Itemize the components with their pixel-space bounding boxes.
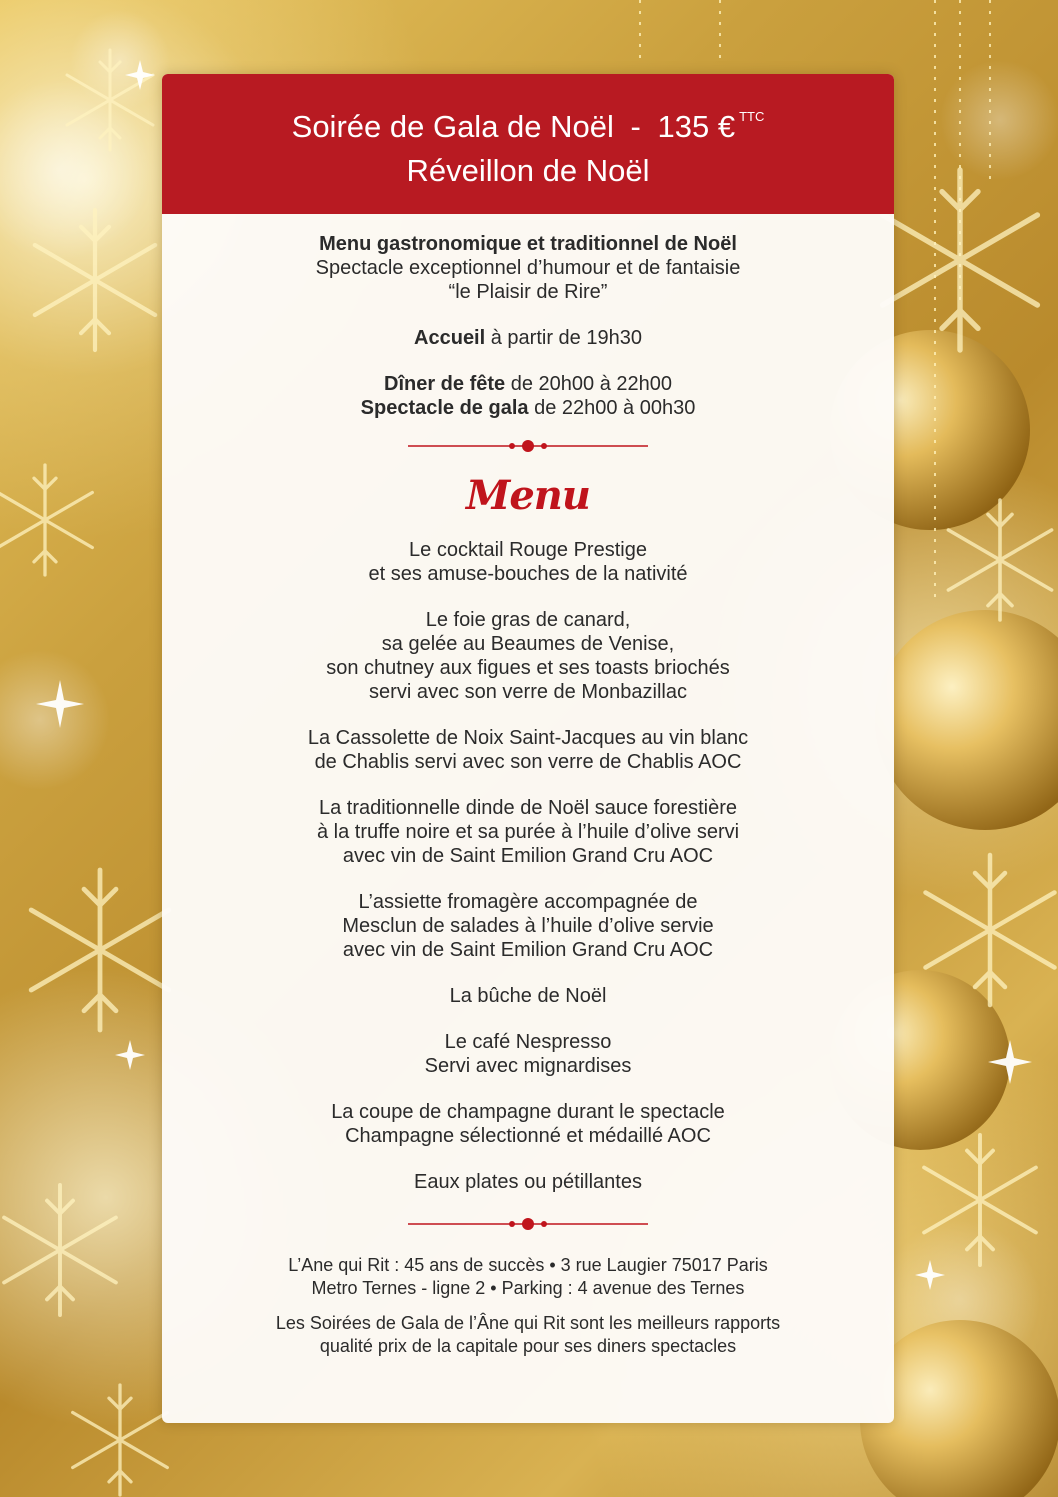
show-line: Spectacle exceptionnel d’humour et de fantaisie: [315, 257, 741, 279]
menu-item-line: son chutney aux figues et ses toasts briochés: [326, 657, 730, 679]
dinner-label: Dîner de fête: [384, 373, 506, 395]
welcome-block: [162, 326, 894, 350]
menu-item-line: Mesclun de salades à l’huile d’olive servie: [342, 915, 714, 937]
gala-label: Spectacle de gala: [360, 397, 529, 419]
menu-item-line: de Chablis servi avec son verre de Chablis AOC: [314, 751, 742, 773]
tagline-block: [162, 1312, 894, 1358]
menu-item-line: L’assiette fromagère accompagnée de: [358, 891, 698, 913]
ornament-divider-bottom: [408, 1216, 648, 1232]
menu-item: [162, 538, 894, 586]
menu-item: [162, 1030, 894, 1078]
menu-item-line: Servi avec mignardises: [424, 1055, 632, 1077]
schedule-block: [162, 372, 894, 420]
welcome-time: à partir de 19h30: [485, 327, 642, 349]
menu-item-line: Le cocktail Rouge Prestige: [409, 539, 647, 561]
menu-item-line: servi avec son verre de Monbazillac: [369, 681, 687, 703]
menu-title: Menu: [466, 472, 590, 519]
menu-item: [162, 1100, 894, 1148]
menu-card: [162, 74, 894, 1423]
dinner-time: de 20h00 à 22h00: [505, 373, 672, 395]
menu-item-line: sa gelée au Beaumes de Venise,: [381, 633, 675, 655]
menu-item-line: La coupe de champagne durant le spectacle: [331, 1101, 725, 1123]
menu-item-line: La Cassolette de Noix Saint-Jacques au vin blanc: [307, 727, 749, 749]
footer: [162, 1254, 894, 1358]
menu-heading: Menu gastronomique et traditionnel de Noël: [319, 233, 737, 255]
menu-item: [162, 726, 894, 774]
menu-list: [162, 538, 894, 1194]
event-price: 135 €: [657, 109, 736, 144]
menu-item-line: et ses amuse-bouches de la nativité: [368, 563, 688, 585]
menu-item: [162, 796, 894, 868]
intro-block: [162, 232, 894, 304]
event-subtitle: Réveillon de Noël: [406, 153, 650, 188]
ornament-divider-top: [408, 438, 648, 454]
price-suffix: TTC: [739, 109, 765, 124]
menu-item-line: Eaux plates ou pétillantes: [414, 1171, 642, 1193]
address-line-2: Metro Ternes - ligne 2 • Parking : 4 avenue des Ternes: [311, 1278, 745, 1298]
menu-item-line: La bûche de Noël: [449, 985, 607, 1007]
menu-item-line: avec vin de Saint Emilion Grand Cru AOC: [342, 939, 714, 961]
menu-item-line: avec vin de Saint Emilion Grand Cru AOC: [342, 845, 714, 867]
gala-time: de 22h00 à 00h30: [528, 397, 696, 419]
menu-item-line: Le foie gras de canard,: [425, 609, 631, 631]
address-line-1: L’Ane qui Rit : 45 ans de succès • 3 rue Laugier 75017 Paris: [288, 1255, 768, 1275]
menu-item-line: à la truffe noire et sa purée à l’huile d’olive servi: [316, 821, 740, 843]
menu-item-line: La traditionnelle dinde de Noël sauce forestière: [318, 797, 738, 819]
welcome-label: Accueil: [414, 327, 486, 349]
header-banner: [162, 74, 894, 214]
tagline-line-2: qualité prix de la capitale pour ses diners spectacles: [319, 1336, 737, 1356]
show-name: “le Plaisir de Rire”: [448, 281, 608, 303]
menu-item-line: Le café Nespresso: [444, 1031, 612, 1053]
address-block: [162, 1254, 894, 1300]
menu-item: [162, 1170, 894, 1194]
title-separator: -: [630, 109, 641, 144]
side-fine-print: [1042, 1000, 1056, 1300]
event-title: Soirée de Gala de Noël: [291, 109, 614, 144]
menu-item-line: Champagne sélectionné et médaillé AOC: [345, 1125, 711, 1147]
card-content: [162, 214, 894, 1358]
menu-item: [162, 608, 894, 704]
event-title-line: [292, 95, 765, 149]
menu-item: [162, 984, 894, 1008]
tagline-line-1: Les Soirées de Gala de l’Âne qui Rit sont les meilleurs rapports: [275, 1313, 781, 1333]
menu-item: [162, 890, 894, 962]
